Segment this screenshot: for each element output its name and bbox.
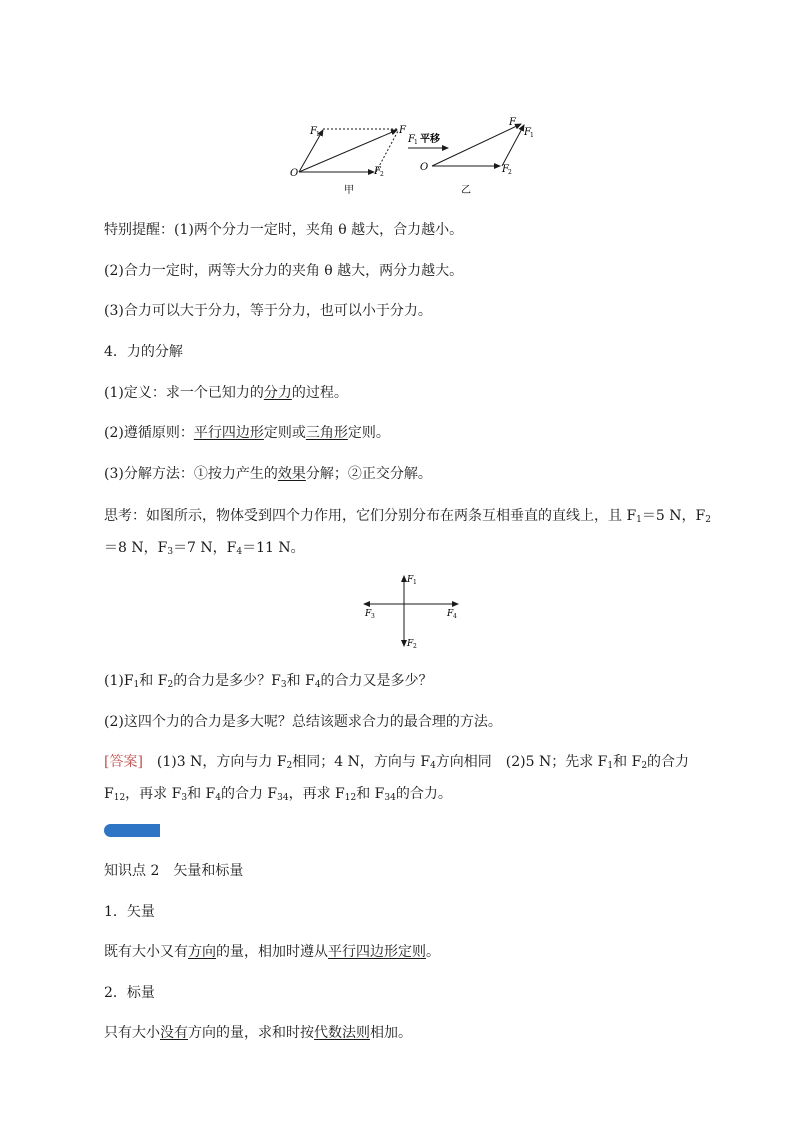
f3-label: F bbox=[365, 609, 372, 619]
resultant-label-left: F bbox=[399, 125, 406, 136]
f1-sub-left: 1 bbox=[316, 131, 320, 138]
origin-label-right: O bbox=[420, 162, 429, 173]
think-paragraph: 思考：如图所示，物体受到四个力作用，它们分别分布在两条互相垂直的直线上，且 $F_1=5$ N，$F_2=8$ N，$F_3=7$ N，$F_4=11$ N。 bbox=[104, 508, 711, 557]
triangle-diagram bbox=[420, 117, 534, 196]
f2-label-right: F bbox=[502, 164, 509, 175]
answer-paragraph: [答案] (1)3 N，方向与力 $F_2$相同；4 N，方向与 $F_4$方向相同 (2)5 N；先求 $F_1$和 $F_2$的合力 $F_{12}$，再求 $F_3$和 $F_4$的合力 $F_{34}$，再求 $F_{12}$和 $F_{34}$的合力。 bbox=[104, 754, 690, 803]
f2-label: F bbox=[407, 639, 414, 649]
f2-sub-left: 2 bbox=[380, 171, 384, 178]
f1-sub: 1 bbox=[413, 579, 417, 586]
section-4-title: 4．力的分解 bbox=[104, 344, 183, 360]
definition-line: (1)定义：求一个已知力的分力的过程。 bbox=[104, 385, 348, 401]
translate-f-sub: 1 bbox=[414, 139, 418, 146]
f1-label-right: F bbox=[524, 127, 531, 138]
tip-2: (2)合力一定时，两等大分力的夹角 θ 越大，两分力越大。 bbox=[104, 263, 464, 279]
parallelogram-diagram bbox=[290, 125, 407, 196]
translate-text: 平移 bbox=[420, 134, 440, 145]
force-composition-figure bbox=[280, 112, 550, 200]
answer-tag: [答案] bbox=[104, 754, 143, 770]
caption-jia: 甲 bbox=[344, 185, 354, 196]
resultant-label-right: F bbox=[509, 117, 516, 128]
four-forces-figure bbox=[360, 570, 460, 650]
blank-answer: 效果 bbox=[277, 466, 306, 482]
f1-label: F bbox=[407, 575, 414, 585]
blank-answer: 代数法则 bbox=[314, 1025, 370, 1041]
f3-sub: 3 bbox=[371, 613, 375, 620]
blank-answer: 没有 bbox=[160, 1025, 188, 1041]
tip-3: (3)合力可以大于分力，等于分力，也可以小于分力。 bbox=[104, 303, 432, 319]
vector-definition: 既有大小又有方向的量，相加时遵从平行四边形定则。 bbox=[104, 944, 440, 960]
translate-f-label: F bbox=[408, 134, 415, 145]
origin-label-left: O bbox=[290, 168, 299, 179]
section-badge bbox=[104, 824, 160, 837]
blank-answer: 分力 bbox=[263, 385, 292, 401]
scalar-definition: 只有大小没有方向的量，求和时按代数法则相加。 bbox=[104, 1025, 412, 1041]
translate-arrow bbox=[407, 132, 448, 148]
principle-line: (2)遵循原则：平行四边形定则或三角形定则。 bbox=[104, 425, 390, 441]
f2-label-left: F bbox=[374, 166, 381, 177]
f4-label: F bbox=[447, 609, 454, 619]
blank-answer: 平行四边形 bbox=[193, 425, 264, 441]
f4-sub: 4 bbox=[453, 613, 457, 620]
caption-yi: 乙 bbox=[461, 185, 471, 196]
question-1: $(1)F_1$和 $F_2$的合力是多少？$F_3$和 $F_4$的合力又是多少？ bbox=[104, 673, 433, 690]
question-2: (2)这四个力的合力是多大呢？总结该题求合力的最合理的方法。 bbox=[104, 714, 502, 730]
blank-answer: 平行四边形定则 bbox=[328, 944, 426, 960]
vector-title: 1．矢量 bbox=[104, 904, 155, 920]
f1-label-left: F bbox=[310, 126, 317, 137]
knowledge-point-2-heading: 知识点 2 矢量和标量 bbox=[104, 863, 244, 879]
blank-answer: 三角形 bbox=[305, 425, 348, 441]
f2-sub-right: 2 bbox=[508, 169, 512, 176]
f2-sub: 2 bbox=[413, 643, 417, 650]
tip-1: 特别提醒：(1)两个分力一定时，夹角 θ 越大，合力越小。 bbox=[104, 222, 464, 238]
scalar-title: 2．标量 bbox=[104, 985, 155, 1001]
blank-answer: 方向 bbox=[188, 944, 216, 960]
method-line: (3)分解方法：①按力产生的效果分解；②正交分解。 bbox=[104, 466, 432, 482]
f1-sub-right: 1 bbox=[530, 132, 534, 139]
